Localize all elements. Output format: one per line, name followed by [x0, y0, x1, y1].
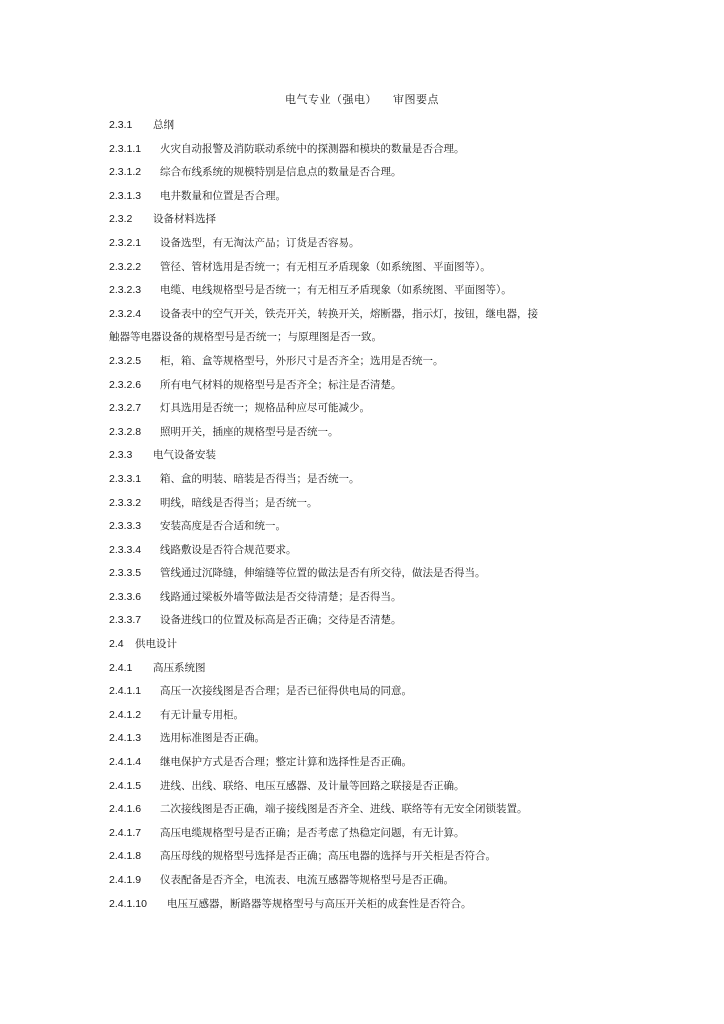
section-text: 管径、管材选用是否统一；有无相互矛盾现象（如系统图、平面图等）。: [160, 260, 491, 273]
section-number: 2.3.2.5: [109, 354, 142, 367]
document-line: [109, 378, 589, 402]
section-text: 电气设备安装: [153, 449, 216, 462]
section-text: 安装高度是否合适和统一。: [160, 520, 286, 533]
document-line: [109, 543, 589, 567]
section-number: 2.4.1.2: [109, 708, 142, 721]
section-text: 箱、盒的明装、暗装是否得当；是否统一。: [160, 472, 360, 485]
document-line: [109, 212, 589, 236]
document-line: [109, 802, 589, 826]
section-text: 管线通过沉降缝，伸缩缝等位置的做法是否有所交待，做法是否得当。: [160, 567, 486, 580]
document-line: [109, 637, 589, 661]
section-number: 2.3.3.5: [109, 567, 142, 580]
document-line: [109, 118, 589, 142]
section-number: 2.3.3.7: [109, 614, 142, 627]
section-text: 进线、出线、联络、电压互感器、及计量等回路之联接是否正确。: [160, 779, 465, 792]
section-number: 2.3.2.2: [109, 260, 142, 273]
section-text: 有无计量专用柜。: [160, 708, 244, 721]
section-text: 设备选型，有无淘汰产品；订货是否容易。: [160, 236, 360, 249]
section-number: 2.3.2.1: [109, 236, 142, 249]
section-text: 线路通过梁板外墙等做法是否交待清楚；是否得当。: [160, 590, 402, 603]
document-line: [109, 731, 589, 755]
section-number: 2.4.1.6: [109, 803, 142, 816]
document-line: [109, 873, 589, 897]
section-text: 电井数量和位置是否合理。: [160, 189, 286, 202]
section-text: 电压互感器，断路器等规格型号与高压开关柜的成套性是否符合。: [167, 897, 472, 910]
document-line: [109, 661, 589, 685]
section-number: 2.3.1: [109, 119, 133, 131]
section-number: 2.3.2.6: [109, 378, 142, 391]
section-text: 明线，暗线是否得当；是否统一。: [160, 496, 318, 509]
section-text: 仪表配备是否齐全，电流表、电流互感器等规格型号是否正确。: [160, 874, 454, 886]
section-number: 2.3.1.3: [109, 189, 142, 202]
section-text: 高压一次接线图是否合理；是否已征得供电局的同意。: [160, 685, 412, 698]
document-line: [109, 260, 589, 284]
document-line: [109, 425, 589, 449]
document-line: [109, 849, 589, 873]
section-text: 综合布线系统的规模特别是信息点的数量是否合理。: [160, 166, 402, 179]
document-line: [109, 401, 589, 425]
section-text: 总纲: [153, 119, 174, 131]
section-text: 供电设计: [135, 638, 177, 651]
section-text: 灯具选用是否统一；规格品种应尽可能减少。: [160, 402, 370, 415]
section-text: 照明开关，插座的规格型号是否统一。: [160, 425, 339, 438]
document-line: [109, 448, 589, 472]
section-number: 2.4.1.9: [109, 874, 142, 886]
section-text: 高压电缆规格型号是否正确；是否考虑了热稳定问题，有无计算。: [160, 826, 465, 839]
document-line: [109, 330, 589, 354]
document-line: [109, 708, 589, 732]
section-text: 设备进线口的位置及标高是否正确；交待是否清楚。: [160, 614, 402, 627]
section-text: 电缆、电线规格型号是否统一；有无相互矛盾现象（如系统图、平面图等）。: [160, 284, 512, 297]
section-number: 2.3.1.1: [109, 142, 142, 155]
section-number: 2.3.2.8: [109, 425, 142, 438]
section-text: 线路敷设是否符合规范要求。: [160, 543, 297, 556]
section-text: 火灾自动报警及消防联动系统中的探测器和模块的数量是否合理。: [160, 142, 465, 155]
document-title: 电气专业（强电） 审图要点: [285, 93, 439, 106]
document-line: [109, 283, 589, 307]
section-number: 2.3.2.4: [109, 307, 142, 320]
document-line: [109, 496, 589, 520]
section-number: 2.3.3.2: [109, 496, 142, 509]
document-line: [109, 142, 589, 166]
document-line: [109, 472, 589, 496]
document-line: [109, 826, 589, 850]
section-number: 2.4.1.5: [109, 779, 142, 792]
document-line: [109, 755, 589, 779]
section-number: 2.4.1.7: [109, 826, 142, 839]
section-number: 2.3.3.6: [109, 590, 142, 603]
section-number: 2.4.1.1: [109, 685, 142, 698]
document-line: [109, 519, 589, 543]
section-number: 2.3.2.7: [109, 402, 142, 415]
section-text: 继电保护方式是否合理；整定计算和选择性是否正确。: [160, 756, 412, 769]
document-line: [109, 897, 589, 921]
document-line: [109, 307, 589, 331]
section-number: 2.4.1.8: [109, 850, 142, 863]
document-line: [109, 354, 589, 378]
section-text: 设备表中的空气开关，铁壳开关，转换开关，熔断器，指示灯，按钮，继电器，接: [160, 307, 538, 320]
document-body: [109, 118, 589, 920]
document-line: [109, 189, 589, 213]
section-text: 二次接线图是否正确，端子接线图是否齐全、进线、联络等有无安全闭锁装置。: [160, 803, 528, 816]
document-line: [109, 566, 589, 590]
section-text: 柜，箱、盒等规格型号，外形尺寸是否齐全；选用是否统一。: [160, 354, 444, 367]
section-number: 2.4: [109, 638, 124, 651]
section-number: 2.3.2.3: [109, 284, 142, 297]
section-text: 设备材料选择: [153, 213, 216, 226]
document-line: [109, 590, 589, 614]
section-number: 2.3.1.2: [109, 166, 142, 179]
section-number: 2.3.3.1: [109, 472, 142, 485]
document-line: [109, 684, 589, 708]
section-number: 2.3.3.3: [109, 520, 142, 533]
document-line: [109, 165, 589, 189]
document-line: [109, 236, 589, 260]
section-text: 选用标准图是否正确。: [160, 732, 265, 745]
section-text: 高压母线的规格型号选择是否正确；高压电器的选择与开关柜是否符合。: [160, 850, 496, 863]
section-number: 2.4.1.3: [109, 732, 142, 745]
section-number: 2.4.1.10: [109, 897, 147, 910]
document-line: [109, 779, 589, 803]
section-text: 高压系统图: [153, 661, 206, 674]
section-number: 2.3.3.4: [109, 543, 142, 556]
document-line: [109, 613, 589, 637]
section-text: 所有电气材料的规格型号是否齐全；标注是否清楚。: [160, 378, 402, 391]
section-number: 2.4.1.4: [109, 756, 142, 769]
section-number: 2.3.3: [109, 449, 133, 462]
section-text: 触器等电器设备的规格型号是否统一；与原理图是否一致。: [109, 331, 382, 344]
section-number: 2.3.2: [109, 213, 133, 226]
section-number: 2.4.1: [109, 661, 133, 674]
